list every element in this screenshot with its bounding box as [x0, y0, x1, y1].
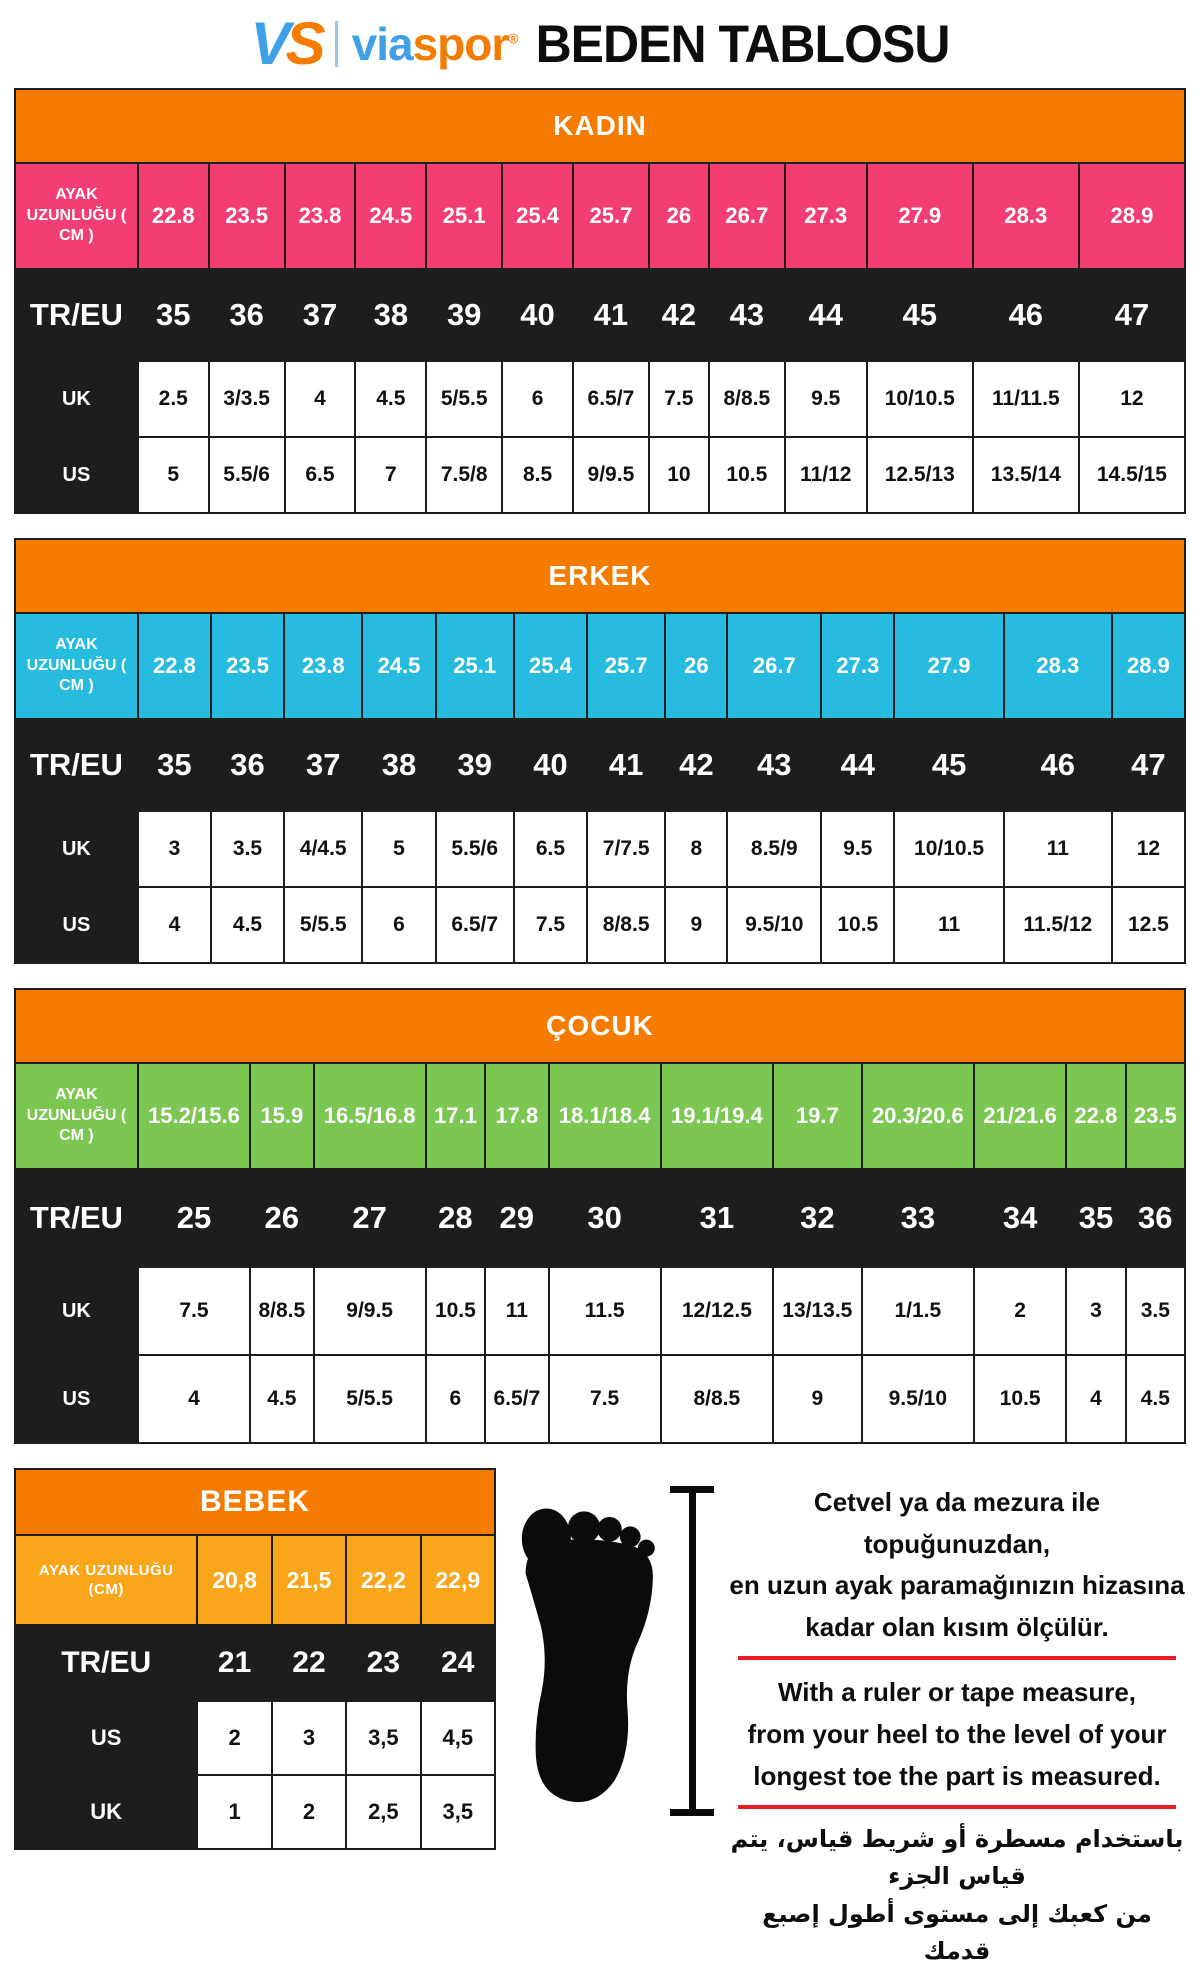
- size-cell: 1/1.5: [862, 1267, 974, 1355]
- logo-divider-icon: [335, 21, 338, 67]
- row-label: UK: [15, 361, 138, 437]
- size-cell: 15.2/15.6: [138, 1063, 250, 1169]
- size-cell: 22,9: [421, 1535, 495, 1625]
- size-cell: 17.8: [485, 1063, 549, 1169]
- size-cell: 42: [649, 269, 709, 361]
- size-cell: 10/10.5: [894, 811, 1003, 887]
- table-row-us: [15, 887, 1185, 963]
- size-cell: 8.5: [502, 437, 573, 513]
- row-label: UK: [15, 811, 138, 887]
- size-cell: 2.5: [138, 361, 209, 437]
- size-cell: 47: [1112, 719, 1185, 811]
- size-cell: 17.1: [426, 1063, 485, 1169]
- size-cell: 3/3.5: [209, 361, 285, 437]
- size-cell: 38: [355, 269, 426, 361]
- section-title-erkek: ERKEK: [14, 538, 1186, 612]
- instruction-line: من كعبك إلى مستوى أطول إصبع قدمك: [762, 1899, 1152, 1965]
- size-cell: 5/5.5: [314, 1355, 426, 1443]
- size-cell: 24.5: [362, 613, 435, 719]
- size-cell: 8/8.5: [661, 1355, 773, 1443]
- size-cell: 6: [502, 361, 573, 437]
- table-row-treu: [15, 719, 1185, 811]
- red-underline: [738, 1805, 1176, 1809]
- bottom-section: [14, 1468, 1186, 1970]
- size-cell: 29: [485, 1169, 549, 1267]
- row-label: AYAK UZUNLUĞU ( CM ): [15, 1063, 138, 1169]
- size-cell: 7/7.5: [587, 811, 665, 887]
- size-cell: 21/21.6: [974, 1063, 1066, 1169]
- ruler-icon: [670, 1484, 714, 1816]
- table-row-treu: [15, 1625, 495, 1701]
- size-table-section-erkek: [14, 538, 1186, 964]
- size-cell: 1: [197, 1775, 271, 1849]
- measure-graphic: [510, 1468, 714, 1816]
- size-cell: 9.5/10: [862, 1355, 974, 1443]
- size-cell: 11.5: [549, 1267, 661, 1355]
- size-cell: 5.5/6: [209, 437, 285, 513]
- measure-instructions: [728, 1468, 1186, 1970]
- size-cell: 5: [362, 811, 435, 887]
- section-title-kadin: KADIN: [14, 88, 1186, 162]
- size-cell: 35: [138, 719, 211, 811]
- size-cell: 27.9: [894, 613, 1003, 719]
- size-cell: 9: [665, 887, 727, 963]
- size-cell: 21,5: [272, 1535, 346, 1625]
- size-cell: 36: [211, 719, 284, 811]
- size-cell: 4.5: [211, 887, 284, 963]
- size-cell: 41: [587, 719, 665, 811]
- size-cell: 9.5: [821, 811, 894, 887]
- size-cell: 10.5: [426, 1267, 485, 1355]
- size-cell: 27.3: [821, 613, 894, 719]
- size-cell: 2: [197, 1701, 271, 1775]
- size-cell: 15.9: [250, 1063, 314, 1169]
- size-cell: 6: [362, 887, 435, 963]
- size-cell: 39: [426, 269, 502, 361]
- size-cell: 26.7: [709, 163, 785, 269]
- size-cell: 3: [138, 811, 211, 887]
- size-cell: 9: [773, 1355, 862, 1443]
- size-cell: 25.4: [502, 163, 573, 269]
- table-row-uk: [15, 1775, 495, 1849]
- size-cell: 11.5/12: [1004, 887, 1112, 963]
- instruction-line: Cetvel ya da mezura ile topuğunuzdan,: [813, 1487, 1101, 1559]
- size-cell: 41: [573, 269, 649, 361]
- size-cell: 43: [709, 269, 785, 361]
- size-cell: 5.5/6: [436, 811, 514, 887]
- size-cell: 2: [272, 1775, 346, 1849]
- size-cell: 26: [665, 613, 727, 719]
- row-label: US: [15, 1355, 138, 1443]
- size-cell: 12.5/13: [867, 437, 973, 513]
- row-label: TR/EU: [15, 1169, 138, 1267]
- size-table-bebek: [14, 1534, 496, 1850]
- size-cell: 12.5: [1112, 887, 1185, 963]
- size-cell: 27: [314, 1169, 426, 1267]
- size-cell: 2,5: [346, 1775, 420, 1849]
- size-cell: 2: [974, 1267, 1066, 1355]
- logo-v: V: [250, 10, 286, 77]
- table-row-uk: [15, 361, 1185, 437]
- size-cell: 28.9: [1079, 163, 1185, 269]
- size-cell: 18.1/18.4: [549, 1063, 661, 1169]
- size-cell: 22,2: [346, 1535, 420, 1625]
- size-cell: 36: [209, 269, 285, 361]
- row-label: TR/EU: [15, 269, 138, 361]
- size-cell: 33: [862, 1169, 974, 1267]
- size-cell: 26: [250, 1169, 314, 1267]
- size-cell: 11/12: [785, 437, 867, 513]
- table-row-ayakuzunluucm: [15, 163, 1185, 269]
- row-label: TR/EU: [15, 719, 138, 811]
- size-cell: 14.5/15: [1079, 437, 1185, 513]
- size-cell: 27.9: [867, 163, 973, 269]
- instruction-line: kadar olan kısım ölçülür.: [805, 1611, 1109, 1642]
- size-cell: 4.5: [1126, 1355, 1185, 1443]
- size-cell: 45: [867, 269, 973, 361]
- size-cell: 34: [974, 1169, 1066, 1267]
- size-cell: 21: [197, 1625, 271, 1701]
- size-cell: 3: [272, 1701, 346, 1775]
- row-label: US: [15, 887, 138, 963]
- size-cell: 11: [485, 1267, 549, 1355]
- table-row-treu: [15, 1169, 1185, 1267]
- size-table-section-cocuk: [14, 988, 1186, 1444]
- size-cell: 25.7: [573, 163, 649, 269]
- size-cell: 7: [355, 437, 426, 513]
- brand-wordmark: [351, 18, 518, 70]
- table-row-uk: [15, 1267, 1185, 1355]
- size-cell: 4.5: [250, 1355, 314, 1443]
- size-cell: 32: [773, 1169, 862, 1267]
- size-cell: 19.7: [773, 1063, 862, 1169]
- size-cell: 38: [362, 719, 435, 811]
- size-cell: 10: [649, 437, 709, 513]
- instruction-line: With a ruler or tape measure,: [777, 1677, 1137, 1708]
- size-cell: 3,5: [346, 1701, 420, 1775]
- size-cell: 12: [1112, 811, 1185, 887]
- size-cell: 44: [821, 719, 894, 811]
- size-cell: 39: [436, 719, 514, 811]
- size-cell: 3.5: [1126, 1267, 1185, 1355]
- size-cell: 13.5/14: [973, 437, 1079, 513]
- size-cell: 46: [1004, 719, 1112, 811]
- size-cell: 26.7: [727, 613, 821, 719]
- table-row-us: [15, 1355, 1185, 1443]
- size-cell: 25.7: [587, 613, 665, 719]
- foot-icon: [510, 1484, 660, 1814]
- size-cell: 6.5/7: [436, 887, 514, 963]
- table-row-treu: [15, 269, 1185, 361]
- size-cell: 23.5: [1126, 1063, 1185, 1169]
- table-row-us: [15, 1701, 495, 1775]
- size-table-kadin: [14, 162, 1186, 514]
- size-cell: 22.8: [138, 613, 211, 719]
- size-cell: 7.5: [514, 887, 587, 963]
- instruction-block-tr: [728, 1482, 1186, 1648]
- size-cell: 4: [285, 361, 356, 437]
- size-cell: 4,5: [421, 1701, 495, 1775]
- size-cell: 7.5: [649, 361, 709, 437]
- size-table-section-kadin: [14, 88, 1186, 514]
- size-cell: 4: [1066, 1355, 1125, 1443]
- size-cell: 10/10.5: [867, 361, 973, 437]
- size-table-section-bebek: [14, 1468, 496, 1850]
- size-cell: 31: [661, 1169, 773, 1267]
- page-title: BEDEN TABLOSU: [535, 14, 950, 74]
- size-cell: 10.5: [709, 437, 785, 513]
- size-cell: 28: [426, 1169, 485, 1267]
- size-cell: 7.5/8: [426, 437, 502, 513]
- size-cell: 9/9.5: [573, 437, 649, 513]
- size-cell: 8.5/9: [727, 811, 821, 887]
- size-cell: 4/4.5: [284, 811, 362, 887]
- size-cell: 12: [1079, 361, 1185, 437]
- size-cell: 5: [138, 437, 209, 513]
- size-cell: 25: [138, 1169, 250, 1267]
- red-underline: [738, 1656, 1176, 1660]
- size-cell: 36: [1126, 1169, 1185, 1267]
- size-cell: 23.5: [209, 163, 285, 269]
- size-cell: 8/8.5: [587, 887, 665, 963]
- section-title-bebek: BEBEK: [14, 1468, 496, 1534]
- size-cell: 6: [426, 1355, 485, 1443]
- row-label: US: [15, 437, 138, 513]
- ruler-top-cap: [670, 1486, 714, 1493]
- size-cell: 22.8: [138, 163, 209, 269]
- size-cell: 43: [727, 719, 821, 811]
- size-cell: 22: [272, 1625, 346, 1701]
- size-cell: 37: [284, 719, 362, 811]
- table-row-ayakuzunluucm: [15, 613, 1185, 719]
- size-cell: 13/13.5: [773, 1267, 862, 1355]
- size-cell: 8/8.5: [250, 1267, 314, 1355]
- size-cell: 4: [138, 887, 211, 963]
- size-cell: 25.4: [514, 613, 587, 719]
- size-cell: 6.5/7: [485, 1355, 549, 1443]
- instruction-line: longest toe the part is measured.: [753, 1760, 1161, 1791]
- size-cell: 10.5: [974, 1355, 1066, 1443]
- instruction-block-ar: [728, 1821, 1186, 1970]
- size-cell: 8/8.5: [709, 361, 785, 437]
- size-cell: 11: [894, 887, 1003, 963]
- size-cell: 12/12.5: [661, 1267, 773, 1355]
- size-cell: 40: [502, 269, 573, 361]
- size-table-erkek: [14, 612, 1186, 964]
- size-cell: 22.8: [1066, 1063, 1125, 1169]
- logo-s: S: [285, 10, 321, 77]
- size-cell: 25.1: [436, 613, 514, 719]
- size-cell: 4.5: [355, 361, 426, 437]
- row-label: UK: [15, 1775, 197, 1849]
- size-cell: 7.5: [549, 1355, 661, 1443]
- ruler-bottom-cap: [670, 1809, 714, 1816]
- size-cell: 35: [1066, 1169, 1125, 1267]
- size-cell: 19.1/19.4: [661, 1063, 773, 1169]
- size-cell: 9.5: [785, 361, 867, 437]
- instruction-line: باستخدام مسطرة أو شريط قياس، يتم قياس الجزء: [730, 1825, 1184, 1891]
- size-cell: 6.5: [514, 811, 587, 887]
- table-row-ayakuzunluucm: [15, 1063, 1185, 1169]
- row-label: US: [15, 1701, 197, 1775]
- size-cell: 35: [138, 269, 209, 361]
- size-cell: 40: [514, 719, 587, 811]
- size-table-cocuk: [14, 1062, 1186, 1444]
- size-cell: 20,8: [197, 1535, 271, 1625]
- size-cell: 45: [894, 719, 1003, 811]
- size-cell: 28.3: [1004, 613, 1112, 719]
- row-label: AYAK UZUNLUĞU (CM): [15, 1535, 197, 1625]
- size-cell: 3: [1066, 1267, 1125, 1355]
- size-cell: 3,5: [421, 1775, 495, 1849]
- row-label: AYAK UZUNLUĞU ( CM ): [15, 163, 138, 269]
- size-cell: 11/11.5: [973, 361, 1079, 437]
- size-cell: 10.5: [821, 887, 894, 963]
- size-cell: 3.5: [211, 811, 284, 887]
- size-cell: 28.9: [1112, 613, 1185, 719]
- brand-spor: spor: [412, 18, 509, 70]
- size-cell: 24.5: [355, 163, 426, 269]
- size-cell: 24: [421, 1625, 495, 1701]
- size-cell: 11: [1004, 811, 1112, 887]
- instruction-block-en: [728, 1672, 1186, 1797]
- row-label: TR/EU: [15, 1625, 197, 1701]
- page-header: [0, 0, 1200, 88]
- size-cell: 23.8: [284, 613, 362, 719]
- ruler-line: [689, 1493, 696, 1809]
- table-row-uk: [15, 811, 1185, 887]
- size-cell: 7.5: [138, 1267, 250, 1355]
- row-label: AYAK UZUNLUĞU ( CM ): [15, 613, 138, 719]
- viaspor-logo: [250, 10, 518, 77]
- size-cell: 23: [346, 1625, 420, 1701]
- size-cell: 23.5: [211, 613, 284, 719]
- size-cell: 16.5/16.8: [314, 1063, 426, 1169]
- size-cell: 47: [1079, 269, 1185, 361]
- instruction-line: en uzun ayak paramağınızın hizasına: [729, 1570, 1185, 1601]
- brand-via: via: [351, 18, 413, 70]
- size-cell: 42: [665, 719, 727, 811]
- logo-vs-icon: [250, 10, 321, 77]
- size-cell: 4: [138, 1355, 250, 1443]
- size-cell: 9/9.5: [314, 1267, 426, 1355]
- size-cell: 8: [665, 811, 727, 887]
- size-cell: 20.3/20.6: [862, 1063, 974, 1169]
- row-label: UK: [15, 1267, 138, 1355]
- size-cell: 23.8: [285, 163, 356, 269]
- instruction-line: from your heel to the level of your: [747, 1718, 1167, 1749]
- size-cell: 30: [549, 1169, 661, 1267]
- size-cell: 27.3: [785, 163, 867, 269]
- size-cell: 25.1: [426, 163, 502, 269]
- size-cell: 9.5/10: [727, 887, 821, 963]
- size-cell: 44: [785, 269, 867, 361]
- size-cell: 6.5/7: [573, 361, 649, 437]
- size-cell: 5/5.5: [284, 887, 362, 963]
- section-title-cocuk: ÇOCUK: [14, 988, 1186, 1062]
- table-row-ayakuzunluucm: [15, 1535, 495, 1625]
- size-cell: 37: [285, 269, 356, 361]
- size-cell: 6.5: [285, 437, 356, 513]
- size-cell: 26: [649, 163, 709, 269]
- size-cell: 28.3: [973, 163, 1079, 269]
- size-cell: 5/5.5: [426, 361, 502, 437]
- table-row-us: [15, 437, 1185, 513]
- size-cell: 46: [973, 269, 1079, 361]
- registered-mark: ®: [508, 30, 518, 47]
